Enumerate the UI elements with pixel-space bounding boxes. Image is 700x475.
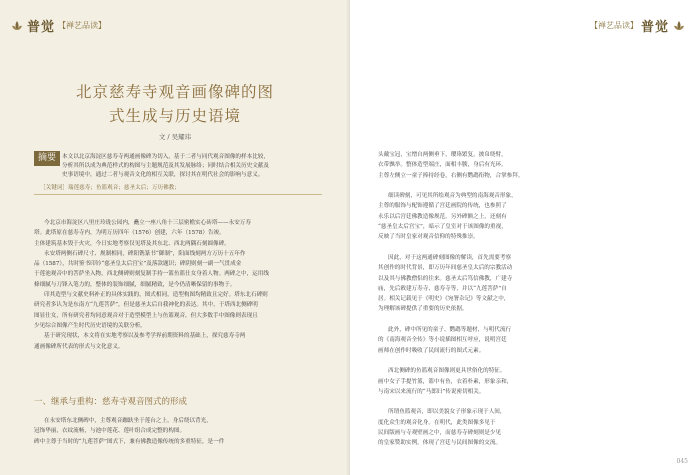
body-line: 少见综合图像产生时代历史语境的关联分析。 bbox=[34, 322, 146, 329]
brand-name: 普觉 bbox=[27, 20, 56, 35]
body-line: 碑中主尊于当时的“九莲菩萨”图式下，兼有佛教造像传统的多重特征，是一件 bbox=[34, 438, 225, 445]
body-line: 为理解该碑提供了重要的历史依据。 bbox=[378, 306, 468, 313]
body-line: 所谓鱼篮观音，即以美貌女子形象示现于人间， bbox=[388, 409, 506, 416]
body-line: 主体建筑基本毁于火灾，今日实地考察仅见塔及其东北、西北两隅石刻圆像碑。 bbox=[34, 240, 230, 247]
body-line: 基于研究现状，本文将在实地考察以及参考学界前期资料的基础上，探究慈寿寺两 bbox=[44, 333, 246, 340]
lotus-logo-icon bbox=[672, 19, 686, 33]
body-line: 图显仕女，所有研究者均同意观音对于造型模型上与鱼篮观音，但大多数手中图像则表现且 bbox=[34, 312, 258, 319]
column-label: 【禅艺品读】 bbox=[58, 21, 107, 30]
keywords bbox=[40, 183, 320, 191]
body-line: 衣带飘举。整体造型端庄，面相丰腴，身后有光环。 bbox=[378, 162, 507, 169]
body-line: 反映了当时皇家对观音信仰的特殊推崇。 bbox=[378, 234, 479, 241]
right-page bbox=[350, 0, 700, 475]
body-line: 其创作的时代背景，即万历年间慈圣皇太后的宗教活动 bbox=[378, 265, 513, 272]
body-line: 此外，碑中所见的童子、鹦鹉等题材，与明代流行 bbox=[388, 327, 512, 334]
body-line: 永安塔两侧石碑尺寸、规制相同，碑阳镌篆书“御制”，阳面线刻两方万历十五年作 bbox=[44, 250, 246, 257]
body-line: 头戴宝冠，宝缯自两侧垂下，璎珞繁复，披帛绕臂， bbox=[378, 152, 507, 158]
body-line: 塔。此塔原在慈寿寺内，为明万历四年（1576）创建，六年（1578）告竣。 bbox=[34, 230, 225, 237]
body-line bbox=[378, 356, 672, 366]
lotus-logo-icon bbox=[10, 19, 24, 33]
article-title bbox=[0, 80, 350, 128]
abstract-text bbox=[62, 153, 318, 180]
body-line: 品（1587），共时鉴书印钤“慈圣皇太后宫宝”及落款题识；碑阴则刻一副一气贯成金 bbox=[34, 261, 242, 268]
magazine-brand-right bbox=[590, 16, 686, 35]
body-line: 画师在创作时吸收了民间流行的图式元素。 bbox=[378, 347, 485, 354]
body-line: 细读碑刻，可见其所绘观音为典型的南海观音形象， bbox=[388, 193, 517, 200]
author-byline: 文 / 吴耀玮 bbox=[158, 133, 192, 141]
body-line: 西北侧碑的鱼篮观音图像则更具世俗化的特征。 bbox=[388, 368, 506, 375]
divider bbox=[34, 194, 322, 195]
page-number: 045 bbox=[676, 458, 688, 465]
body-line: 居。相关记载见于《明史》《宛署杂记》等文献之中， bbox=[378, 296, 510, 303]
body-line: 印其造型与文献史料补正的具体实践的，图式相同，造型构图均精致且完好。塔东北石碑则 bbox=[44, 292, 268, 299]
body-line: 庙，先后敕建万寿寺、慈寿寺等，并以“九莲菩萨”自 bbox=[378, 285, 507, 292]
body-text bbox=[378, 150, 672, 449]
body-line bbox=[378, 397, 672, 407]
body-line: 的《南海观音全传》等小说插图相互呼应，说明宫廷 bbox=[378, 337, 507, 344]
body-line: 永乐以后宫廷佛教造像规范。另外碑额之上，还刻有 bbox=[378, 213, 507, 220]
body-line: 冠饰华丽，衣纹流畅，与池中莲花、莲叶组合成完整的构图。 bbox=[34, 428, 186, 435]
abstract-line: 本文以北京海淀区慈寿寺两通画像碑为切入，基于二者与同代观音图像的样本比较， bbox=[62, 154, 269, 160]
magazine-brand-left bbox=[10, 16, 106, 35]
body-text bbox=[34, 218, 322, 352]
brand-name: 普觉 bbox=[640, 20, 669, 35]
body-line: 以及其与佛教僧侣的往来。慈圣太后笃信佛教，广建寺 bbox=[378, 275, 513, 282]
abstract-line: 史事语境中，通过二者与观音文化的相互关联，探讨其在明代社会的影响与意义。 bbox=[62, 172, 264, 178]
body-line: 今北京市海淀区八里庄玲珑公园内，矗立一座八角十三层密檐实心砖塔——永安万寿 bbox=[44, 220, 251, 226]
title-line: 北京慈寿寺观音画像碑的图 bbox=[75, 83, 274, 101]
abstract-line: 分析其所以成为典范样式的构图与主题规范及其发展脉络；同时结合相关历史文献及 bbox=[62, 163, 269, 169]
body-line bbox=[378, 315, 672, 325]
body-line: 度化众生的观音化身。在明代，此类图像多见于 bbox=[378, 419, 496, 426]
body-line: 通画像碑所代表的形式与文化意义。 bbox=[34, 343, 124, 350]
section-heading: 一、继承与重构：慈寿寺观音图式的形成 bbox=[34, 397, 188, 407]
keywords-text: 瑞莲慈寿；鱼篮观音；慈圣太后；万历佛教； bbox=[67, 185, 180, 191]
body-line: 在永安塔东北侧碑中，主尊观音跏趺坐于莲台之上，身后绕以背光， bbox=[44, 418, 212, 424]
abstract-label: 摘要 bbox=[34, 151, 60, 166]
keywords-label: ［关键词］ bbox=[40, 185, 68, 191]
body-line: 主尊的服饰与配饰遵循了宫廷画院的传统，也参照了 bbox=[378, 203, 507, 210]
body-line bbox=[378, 243, 672, 253]
body-line: 民间版画与寺观壁画之中，而慈寿寺碑刻则是少见 bbox=[378, 430, 502, 437]
body-line: 的皇家赞助实例，体现了宫廷与民间图像的交流。 bbox=[378, 440, 502, 447]
column-label: 【禅艺品读】 bbox=[589, 21, 638, 30]
title-line: 式生成与历史语境 bbox=[108, 107, 241, 125]
body-line: 于莲池观音中的菩萨坐入物，西北侧碑则刻复制手持一篮鱼篮仕女身着人物。两碑之中，运用线 bbox=[34, 271, 269, 278]
section-text bbox=[34, 416, 322, 447]
body-line: 因此，对于这两通碑刻图像的解读，首先需要考察 bbox=[388, 254, 512, 261]
body-line: “慈圣皇太后宫宝”，暗示了皇室对于该图像的重视， bbox=[378, 224, 507, 231]
body-line: 与南宋以来流行的“马郎妇”传说密切相关。 bbox=[378, 388, 485, 395]
body-line: 主尊左侧立一童子捧持经卷，右侧有鹦鹉衔物，合掌参拜。 bbox=[378, 172, 524, 179]
body-line: 研究者多认为是东南方“九莲菩萨”，但是慈圣太后自我神化的表达。其中，于塔西北侧碑明 bbox=[34, 302, 258, 309]
body-line bbox=[378, 181, 672, 191]
body-line: 條细腻与刀锋入笔力的，整体的装饰细腻，细腻精致，是今仍清晰保留的事物于。 bbox=[34, 281, 236, 288]
body-line: 画中女子手提竹篮，篮中有鱼，衣着朴素，形象亲和， bbox=[378, 378, 513, 385]
